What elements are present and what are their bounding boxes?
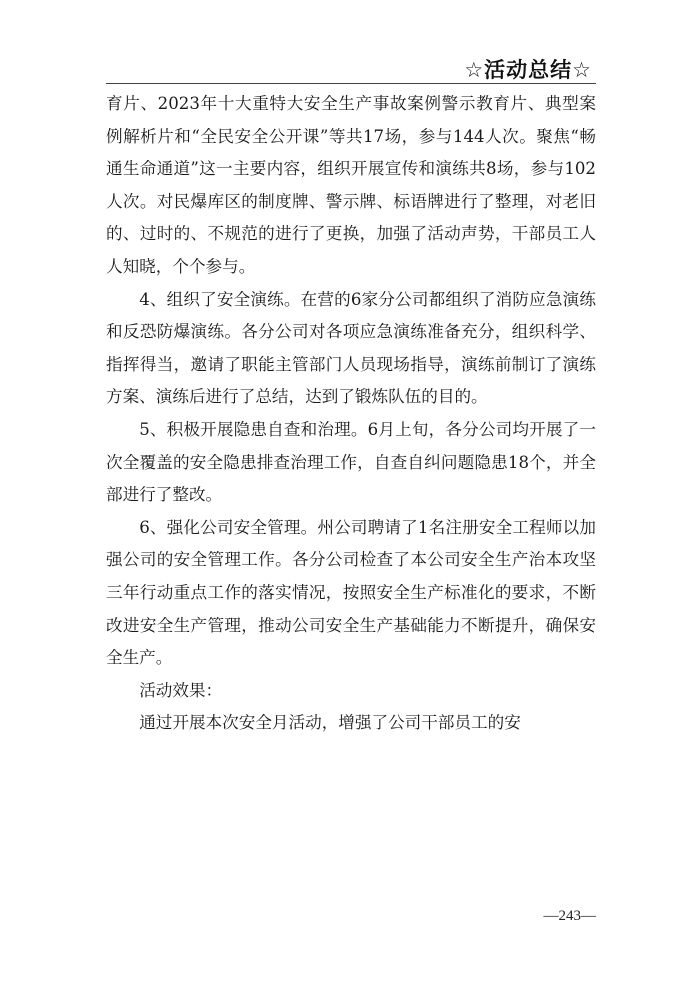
header-divider bbox=[106, 83, 596, 84]
page-header-title: ☆活动总结☆ bbox=[464, 58, 592, 82]
paragraph-item-5: 5、积极开展隐患自查和治理。6月上旬，各分公司均开展了一次全覆盖的安全隐患排查治理工作，自查自纠问题隐患18个，并全部进行了整改。 bbox=[106, 419, 596, 505]
paragraph-item-6: 6、强化公司安全管理。州公司聘请了1名注册安全工程师以加强公司的安全管理工作。各分公司检查了本公司安全生产治本攻坚三年行动重点工作的落实情况，按照安全生产标准化的要求，不断改进安全生产管理，推动公司安全生产基础能力不断提升，确保安全生产。 bbox=[106, 517, 596, 668]
body-text bbox=[106, 88, 596, 740]
paragraph-item-4: 4、组织了安全演练。在营的6家分公司都组织了消防应急演练和反恐防爆演练。各分公司对各项应急演练准备充分，组织科学、指挥得当，邀请了职能主管部门人员现场指导，演练前制订了演练方案、演练后进行了总结，达到了锻炼队伍的目的。 bbox=[106, 289, 596, 407]
page-number: —243— bbox=[543, 908, 596, 924]
section-heading-effects: 活动效果： bbox=[139, 680, 223, 700]
paragraph-continuation: 育片、2023年十大重特大安全生产事故案例警示教育片、典型案例解析片和“全民安全公开课”等共17场，参与144人次。聚焦“畅通生命通道”这一主要内容，组织开展宣传和演练共8场，参与102人次。对民爆库区的制度牌、警示牌、标语牌进行了整理，对老旧的、过时的、不规范的进行了更换，加强了活动声势，干部员工人人知晓，个个参与。 bbox=[106, 94, 596, 276]
paragraph-effects: 通过开展本次安全月活动，增强了公司干部员工的安 bbox=[139, 713, 521, 733]
